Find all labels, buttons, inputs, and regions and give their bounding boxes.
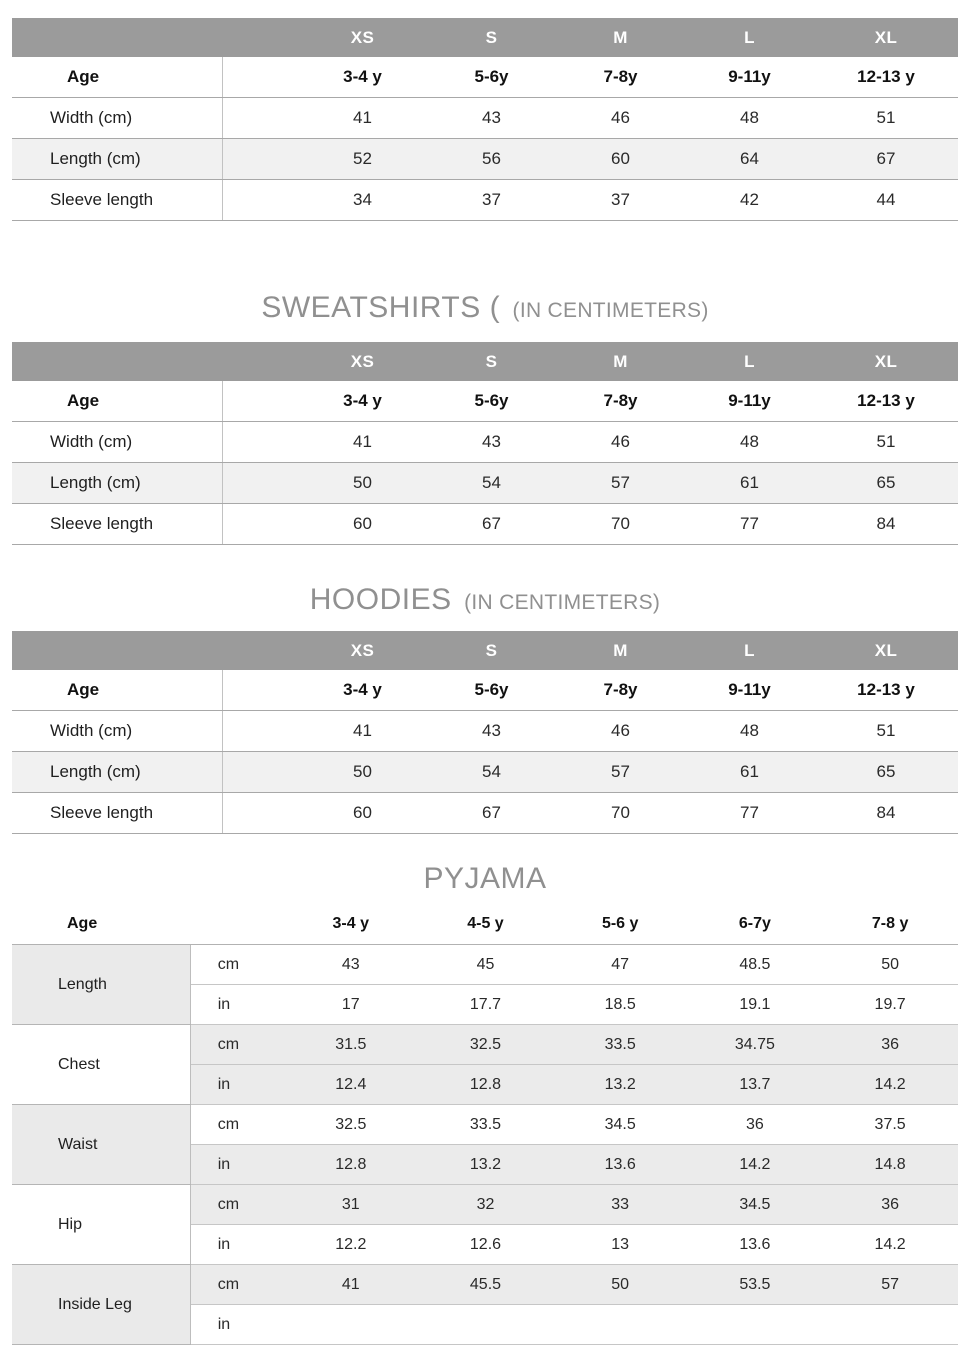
sweatshirts-measure-row bbox=[12, 463, 958, 504]
hoodies-row-label: Length (cm) bbox=[12, 752, 222, 793]
pyjama-value-cell: 47 bbox=[553, 945, 688, 985]
tshirts-size-header-xs: XS bbox=[298, 18, 427, 57]
tshirts-measure-row bbox=[12, 180, 958, 221]
tshirts-size-header-l: L bbox=[685, 18, 814, 57]
spacer-cell bbox=[222, 504, 298, 545]
hoodies-measure-row bbox=[12, 793, 958, 834]
pyjama-value-cell: 14.2 bbox=[688, 1145, 823, 1185]
unit-label: cm bbox=[190, 1105, 283, 1145]
tshirts-age-value: 7-8y bbox=[556, 57, 685, 98]
tshirts-value-cell: 42 bbox=[685, 180, 814, 221]
pyjama-value-cell: 12.2 bbox=[283, 1225, 418, 1265]
tshirts-value-cell: 46 bbox=[556, 98, 685, 139]
pyjama-value-cell: 57 bbox=[822, 1265, 958, 1305]
pyjama-value-cell: 45 bbox=[418, 945, 553, 985]
tshirts-value-cell: 37 bbox=[427, 180, 556, 221]
sweatshirts-size-table bbox=[12, 342, 958, 545]
tshirts-age-value: 3-4 y bbox=[298, 57, 427, 98]
tshirts-value-cell: 43 bbox=[427, 98, 556, 139]
hoodies-value-cell: 67 bbox=[427, 793, 556, 834]
pyjama-value-cell: 13.2 bbox=[418, 1145, 553, 1185]
sweatshirts-value-cell: 77 bbox=[685, 504, 814, 545]
pyjama-value-cell: 48.5 bbox=[688, 945, 823, 985]
sweatshirts-section bbox=[0, 291, 970, 545]
tshirts-size-header-xl: XL bbox=[814, 18, 958, 57]
pyjama-value-cell: 43 bbox=[283, 945, 418, 985]
sweatshirts-age-label: Age bbox=[12, 381, 222, 422]
pyjama-value-cell: 13 bbox=[553, 1225, 688, 1265]
spacer-cell bbox=[222, 793, 298, 834]
pyjama-age-value: 3-4 y bbox=[283, 904, 418, 945]
unit-label: in bbox=[190, 1225, 283, 1265]
pyjama-value-cell: 31 bbox=[283, 1185, 418, 1225]
hoodies-value-cell: 61 bbox=[685, 752, 814, 793]
tshirts-value-cell: 51 bbox=[814, 98, 958, 139]
hoodies-size-header-s: S bbox=[427, 631, 556, 670]
sweatshirts-value-cell: 51 bbox=[814, 422, 958, 463]
tshirts-row-label: Sleeve length bbox=[12, 180, 222, 221]
tshirts-measure-row bbox=[12, 139, 958, 180]
pyjama-age-value: 7-8 y bbox=[822, 904, 958, 945]
spacer-cell bbox=[222, 711, 298, 752]
pyjama-value-cell: 13.2 bbox=[553, 1065, 688, 1105]
sweatshirts-heading-note: (IN CENTIMETERS) bbox=[512, 299, 709, 322]
tshirts-value-cell: 34 bbox=[298, 180, 427, 221]
sweatshirts-row-label: Width (cm) bbox=[12, 422, 222, 463]
pyjama-value-cell: 14.2 bbox=[822, 1065, 958, 1105]
hoodies-row-label: Sleeve length bbox=[12, 793, 222, 834]
tshirts-size-header-s: S bbox=[427, 18, 556, 57]
sweatshirts-size-header-row bbox=[12, 342, 958, 381]
sweatshirts-value-cell: 41 bbox=[298, 422, 427, 463]
sweatshirts-measure-row bbox=[12, 504, 958, 545]
sweatshirts-size-header-l: L bbox=[685, 342, 814, 381]
pyjama-value-cell: 31.5 bbox=[283, 1025, 418, 1065]
pyjama-value-cell: 50 bbox=[553, 1265, 688, 1305]
unit-label: in bbox=[190, 1305, 283, 1345]
tshirts-age-value: 9-11y bbox=[685, 57, 814, 98]
sweatshirts-size-header-xl: XL bbox=[814, 342, 958, 381]
hoodies-value-cell: 77 bbox=[685, 793, 814, 834]
pyjama-value-cell bbox=[283, 1305, 418, 1345]
tshirts-value-cell: 41 bbox=[298, 98, 427, 139]
hoodies-value-cell: 48 bbox=[685, 711, 814, 752]
hoodies-size-header-xl: XL bbox=[814, 631, 958, 670]
sweatshirts-value-cell: 43 bbox=[427, 422, 556, 463]
hoodies-row-label: Width (cm) bbox=[12, 711, 222, 752]
sweatshirts-value-cell: 60 bbox=[298, 504, 427, 545]
spacer-cell bbox=[190, 904, 283, 945]
pyjama-heading-title: PYJAMA bbox=[423, 862, 547, 895]
pyjama-value-cell: 13.7 bbox=[688, 1065, 823, 1105]
pyjama-value-cell: 45.5 bbox=[418, 1265, 553, 1305]
pyjama-value-cell: 32 bbox=[418, 1185, 553, 1225]
hoodies-value-cell: 46 bbox=[556, 711, 685, 752]
pyjama-value-cell: 53.5 bbox=[688, 1265, 823, 1305]
sweatshirts-value-cell: 46 bbox=[556, 422, 685, 463]
pyjama-value-cell: 33.5 bbox=[553, 1025, 688, 1065]
tshirts-value-cell: 60 bbox=[556, 139, 685, 180]
tshirts-value-cell: 52 bbox=[298, 139, 427, 180]
sweatshirts-row-label: Sleeve length bbox=[12, 504, 222, 545]
sweatshirts-size-table-mount bbox=[0, 342, 970, 545]
hoodies-age-value: 7-8y bbox=[556, 670, 685, 711]
tshirts-value-cell: 64 bbox=[685, 139, 814, 180]
tshirts-section bbox=[0, 18, 970, 221]
spacer-cell bbox=[222, 98, 298, 139]
hoodies-value-cell: 41 bbox=[298, 711, 427, 752]
hoodies-age-value: 5-6y bbox=[427, 670, 556, 711]
sweatshirts-value-cell: 84 bbox=[814, 504, 958, 545]
pyjama-value-cell: 37.5 bbox=[822, 1105, 958, 1145]
sweatshirts-value-cell: 57 bbox=[556, 463, 685, 504]
pyjama-value-cell: 12.4 bbox=[283, 1065, 418, 1105]
sweatshirts-value-cell: 48 bbox=[685, 422, 814, 463]
hoodies-heading bbox=[12, 583, 958, 617]
pyjama-waist-cm-row bbox=[12, 1105, 958, 1145]
pyjama-value-cell: 32.5 bbox=[283, 1105, 418, 1145]
sweatshirts-age-value: 5-6y bbox=[427, 381, 556, 422]
pyjama-value-cell: 34.5 bbox=[553, 1105, 688, 1145]
spacer-cell bbox=[222, 139, 298, 180]
tshirts-age-row bbox=[12, 57, 958, 98]
tshirts-value-cell: 56 bbox=[427, 139, 556, 180]
unit-label: in bbox=[190, 985, 283, 1025]
tshirts-value-cell: 48 bbox=[685, 98, 814, 139]
hoodies-value-cell: 50 bbox=[298, 752, 427, 793]
hoodies-size-header-row bbox=[12, 631, 958, 670]
pyjama-value-cell: 34.75 bbox=[688, 1025, 823, 1065]
hoodies-age-value: 12-13 y bbox=[814, 670, 958, 711]
spacer-cell bbox=[222, 463, 298, 504]
pyjama-group-label: Inside Leg bbox=[12, 1265, 190, 1345]
pyjama-value-cell: 19.7 bbox=[822, 985, 958, 1025]
sweatshirts-age-value: 7-8y bbox=[556, 381, 685, 422]
hoodies-age-label: Age bbox=[12, 670, 222, 711]
sweatshirts-value-cell: 65 bbox=[814, 463, 958, 504]
sweatshirts-value-cell: 61 bbox=[685, 463, 814, 504]
tshirts-value-cell: 67 bbox=[814, 139, 958, 180]
sweatshirts-header-spacer-cell bbox=[12, 342, 298, 381]
tshirts-value-cell: 44 bbox=[814, 180, 958, 221]
hoodies-heading-title: HOODIES bbox=[309, 583, 452, 616]
hoodies-age-row bbox=[12, 670, 958, 711]
pyjama-size-table-mount bbox=[0, 904, 970, 1345]
hoodies-section bbox=[0, 583, 970, 834]
sweatshirts-age-value: 3-4 y bbox=[298, 381, 427, 422]
pyjama-value-cell: 12.8 bbox=[418, 1065, 553, 1105]
sweatshirts-value-cell: 54 bbox=[427, 463, 556, 504]
hoodies-size-header-l: L bbox=[685, 631, 814, 670]
tshirts-measure-row bbox=[12, 98, 958, 139]
hoodies-size-header-xs: XS bbox=[298, 631, 427, 670]
spacer-cell bbox=[222, 752, 298, 793]
hoodies-header-spacer-cell bbox=[12, 631, 298, 670]
sweatshirts-heading bbox=[12, 291, 958, 325]
pyjama-value-cell: 12.6 bbox=[418, 1225, 553, 1265]
spacer-cell bbox=[222, 381, 298, 422]
unit-label: cm bbox=[190, 1265, 283, 1305]
unit-label: in bbox=[190, 1145, 283, 1185]
pyjama-age-row bbox=[12, 904, 958, 945]
pyjama-section bbox=[0, 862, 970, 1345]
hoodies-value-cell: 51 bbox=[814, 711, 958, 752]
pyjama-value-cell: 14.8 bbox=[822, 1145, 958, 1185]
pyjama-value-cell: 19.1 bbox=[688, 985, 823, 1025]
spacer-cell bbox=[222, 57, 298, 98]
pyjama-value-cell: 33.5 bbox=[418, 1105, 553, 1145]
pyjama-value-cell: 32.5 bbox=[418, 1025, 553, 1065]
hoodies-age-value: 3-4 y bbox=[298, 670, 427, 711]
sweatshirts-value-cell: 50 bbox=[298, 463, 427, 504]
pyjama-value-cell: 17.7 bbox=[418, 985, 553, 1025]
hoodies-heading-note: (IN CENTIMETERS) bbox=[464, 591, 661, 614]
pyjama-value-cell bbox=[822, 1305, 958, 1345]
pyjama-value-cell bbox=[553, 1305, 688, 1345]
sweatshirts-row-label: Length (cm) bbox=[12, 463, 222, 504]
pyjama-group-label: Hip bbox=[12, 1185, 190, 1265]
hoodies-size-table-mount bbox=[0, 631, 970, 834]
tshirts-row-label: Length (cm) bbox=[12, 139, 222, 180]
hoodies-measure-row bbox=[12, 752, 958, 793]
pyjama-length-cm-row bbox=[12, 945, 958, 985]
pyjama-value-cell: 18.5 bbox=[553, 985, 688, 1025]
tshirts-age-value: 5-6y bbox=[427, 57, 556, 98]
pyjama-value-cell: 36 bbox=[688, 1105, 823, 1145]
pyjama-value-cell: 12.8 bbox=[283, 1145, 418, 1185]
pyjama-value-cell: 13.6 bbox=[553, 1145, 688, 1185]
top-spacer bbox=[0, 0, 970, 18]
pyjama-table bbox=[12, 904, 958, 1345]
pyjama-value-cell: 41 bbox=[283, 1265, 418, 1305]
hoodies-age-value: 9-11y bbox=[685, 670, 814, 711]
pyjama-value-cell: 36 bbox=[822, 1025, 958, 1065]
pyjama-age-value: 4-5 y bbox=[418, 904, 553, 945]
sweatshirts-heading-title: SWEATSHIRTS ( bbox=[261, 291, 501, 324]
hoodies-value-cell: 43 bbox=[427, 711, 556, 752]
sweatshirts-measure-row bbox=[12, 422, 958, 463]
spacer-cell bbox=[222, 422, 298, 463]
hoodies-value-cell: 65 bbox=[814, 752, 958, 793]
tshirts-size-table bbox=[12, 18, 958, 221]
spacer-cell bbox=[222, 180, 298, 221]
hoodies-size-table bbox=[12, 631, 958, 834]
sweatshirts-size-header-s: S bbox=[427, 342, 556, 381]
pyjama-heading bbox=[12, 862, 958, 896]
pyjama-value-cell bbox=[418, 1305, 553, 1345]
pyjama-hip-cm-row bbox=[12, 1185, 958, 1225]
tshirts-size-table-mount bbox=[0, 18, 970, 221]
pyjama-value-cell bbox=[688, 1305, 823, 1345]
pyjama-group-label: Chest bbox=[12, 1025, 190, 1105]
pyjama-age-value: 5-6 y bbox=[553, 904, 688, 945]
unit-label: in bbox=[190, 1065, 283, 1105]
pyjama-group-label: Waist bbox=[12, 1105, 190, 1185]
spacer-cell bbox=[222, 670, 298, 711]
sweatshirts-value-cell: 67 bbox=[427, 504, 556, 545]
hoodies-size-header-m: M bbox=[556, 631, 685, 670]
pyjama-value-cell: 34.5 bbox=[688, 1185, 823, 1225]
tshirts-size-header-m: M bbox=[556, 18, 685, 57]
pyjama-value-cell: 33 bbox=[553, 1185, 688, 1225]
hoodies-value-cell: 57 bbox=[556, 752, 685, 793]
hoodies-value-cell: 60 bbox=[298, 793, 427, 834]
tshirts-size-header-row bbox=[12, 18, 958, 57]
hoodies-value-cell: 54 bbox=[427, 752, 556, 793]
tshirts-row-label: Width (cm) bbox=[12, 98, 222, 139]
pyjama-age-value: 6-7y bbox=[688, 904, 823, 945]
sweatshirts-size-header-m: M bbox=[556, 342, 685, 381]
hoodies-value-cell: 84 bbox=[814, 793, 958, 834]
pyjama-value-cell: 13.6 bbox=[688, 1225, 823, 1265]
tshirts-value-cell: 37 bbox=[556, 180, 685, 221]
tshirts-age-label: Age bbox=[12, 57, 222, 98]
pyjama-group-label: Length bbox=[12, 945, 190, 1025]
pyjama-value-cell: 36 bbox=[822, 1185, 958, 1225]
sweatshirts-age-value: 9-11y bbox=[685, 381, 814, 422]
unit-label: cm bbox=[190, 1185, 283, 1225]
tshirts-header-spacer-cell bbox=[12, 18, 298, 57]
sweatshirts-age-row bbox=[12, 381, 958, 422]
sweatshirts-size-header-xs: XS bbox=[298, 342, 427, 381]
pyjama-value-cell: 14.2 bbox=[822, 1225, 958, 1265]
pyjama-inside-leg-cm-row bbox=[12, 1265, 958, 1305]
pyjama-age-label: Age bbox=[12, 904, 190, 945]
pyjama-chest-cm-row bbox=[12, 1025, 958, 1065]
sweatshirts-age-value: 12-13 y bbox=[814, 381, 958, 422]
unit-label: cm bbox=[190, 945, 283, 985]
unit-label: cm bbox=[190, 1025, 283, 1065]
pyjama-value-cell: 17 bbox=[283, 985, 418, 1025]
pyjama-value-cell: 50 bbox=[822, 945, 958, 985]
hoodies-measure-row bbox=[12, 711, 958, 752]
sweatshirts-value-cell: 70 bbox=[556, 504, 685, 545]
hoodies-value-cell: 70 bbox=[556, 793, 685, 834]
tshirts-age-value: 12-13 y bbox=[814, 57, 958, 98]
